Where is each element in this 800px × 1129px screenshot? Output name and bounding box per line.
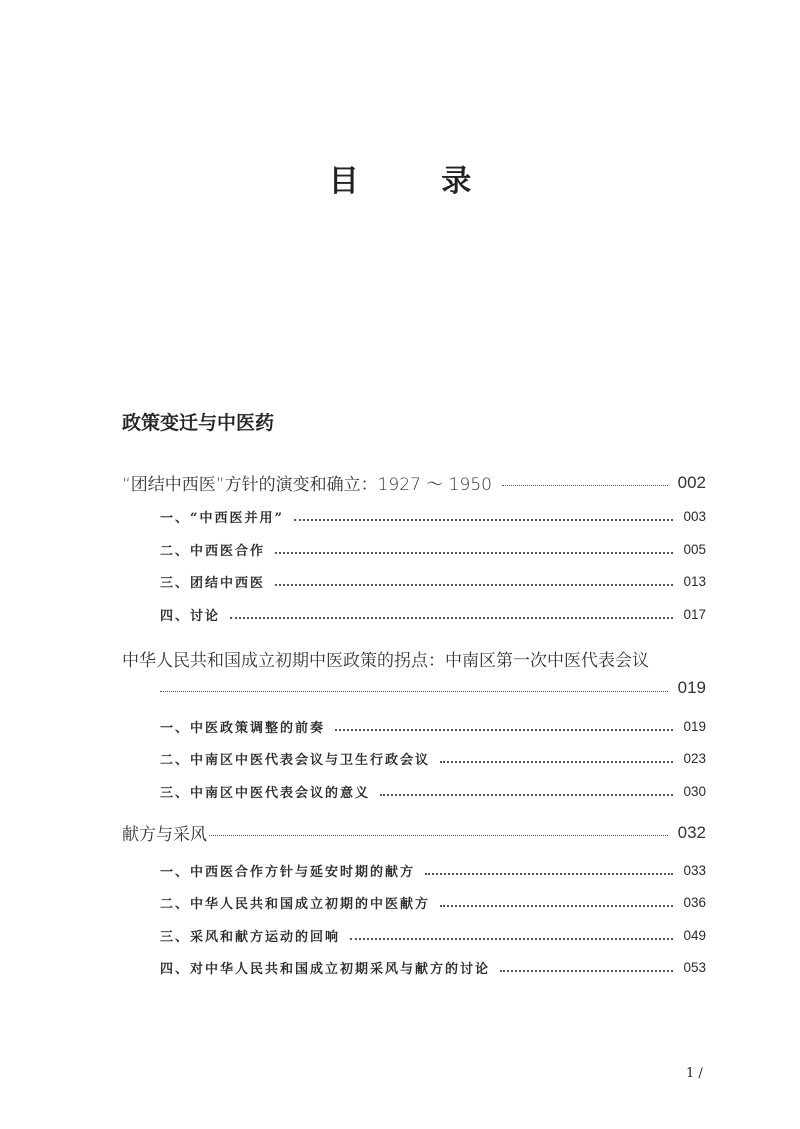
dot-leader [425, 873, 673, 875]
entry-page: 003 [683, 509, 706, 524]
entry-label: 二、中华人民共和国成立初期的中医献方 [160, 897, 431, 912]
entry-page: 023 [683, 751, 706, 766]
toc-entry[interactable] [122, 470, 706, 495]
entry-label: 四、对中华人民共和国成立初期采风与献方的讨论 [160, 962, 491, 977]
entry-label: 三、中南区中医代表会议的意义 [160, 786, 371, 801]
entry-label: 二、中南区中医代表会议与卫生行政会议 [160, 753, 431, 768]
entry-page: 002 [677, 472, 706, 492]
entry-page: 033 [683, 863, 706, 878]
toc-entry[interactable] [160, 926, 706, 945]
entry-label: 三、采风和献方运动的回响 [160, 930, 341, 945]
toc-entry-continuation[interactable] [160, 678, 706, 698]
toc-entry[interactable] [160, 605, 706, 624]
toc-entry[interactable] [160, 861, 706, 880]
entry-label: 一、中西医合作方针与延安时期的献方 [160, 865, 416, 880]
toc-entry[interactable] [160, 893, 706, 912]
toc-entry[interactable] [160, 717, 706, 736]
entry-label: 中华人民共和国成立初期中医政策的拐点：中南区第一次中医代表会议 [122, 651, 649, 671]
entry-page: 053 [683, 960, 706, 975]
entry-label: 三、团结中西医 [160, 576, 266, 591]
entry-page: 019 [677, 678, 706, 697]
toc-entry[interactable] [160, 572, 706, 591]
dot-leader [335, 729, 673, 731]
entry-page: 030 [683, 784, 706, 799]
entry-label: 一、中医政策调整的前奏 [160, 721, 326, 736]
entry-page: 019 [683, 719, 706, 734]
dot-leader [230, 617, 673, 619]
dot-leader [275, 552, 673, 554]
page-number: 1 / [686, 1066, 703, 1081]
entry-page: 049 [683, 928, 706, 943]
entry-label: “团结中西医”方针的演变和确立：1927 ～ 1950 [122, 475, 492, 495]
entry-label: 二、中西医合作 [160, 544, 266, 559]
entry-label: 四、讨论 [160, 609, 221, 624]
entry-label: 献方与采风 [122, 825, 207, 845]
dot-leader [440, 761, 673, 763]
dot-leader [209, 835, 668, 836]
toc-entry[interactable] [122, 820, 706, 845]
toc-entry[interactable] [160, 749, 706, 768]
toc-entry[interactable] [160, 507, 706, 526]
entry-page: 032 [677, 822, 706, 842]
dot-leader [500, 970, 673, 972]
dot-leader [440, 905, 673, 907]
dot-leader [350, 938, 673, 940]
entry-label: 一、“中西医并用” [160, 511, 284, 526]
toc-title: 目 录 [328, 164, 508, 199]
dot-leader [294, 519, 674, 521]
dot-leader [160, 691, 668, 692]
toc-entry[interactable] [160, 958, 706, 977]
section-heading: 政策变迁与中医药 [122, 412, 275, 434]
dot-leader [275, 584, 673, 586]
entry-page: 017 [683, 607, 706, 622]
toc-entry[interactable] [160, 540, 706, 559]
entry-page: 013 [683, 574, 706, 589]
toc-entry[interactable] [160, 782, 706, 801]
entry-page: 036 [683, 895, 706, 910]
dot-leader [502, 485, 668, 486]
toc-entry[interactable] [122, 646, 706, 671]
entry-page: 005 [683, 542, 706, 557]
dot-leader [380, 794, 673, 796]
